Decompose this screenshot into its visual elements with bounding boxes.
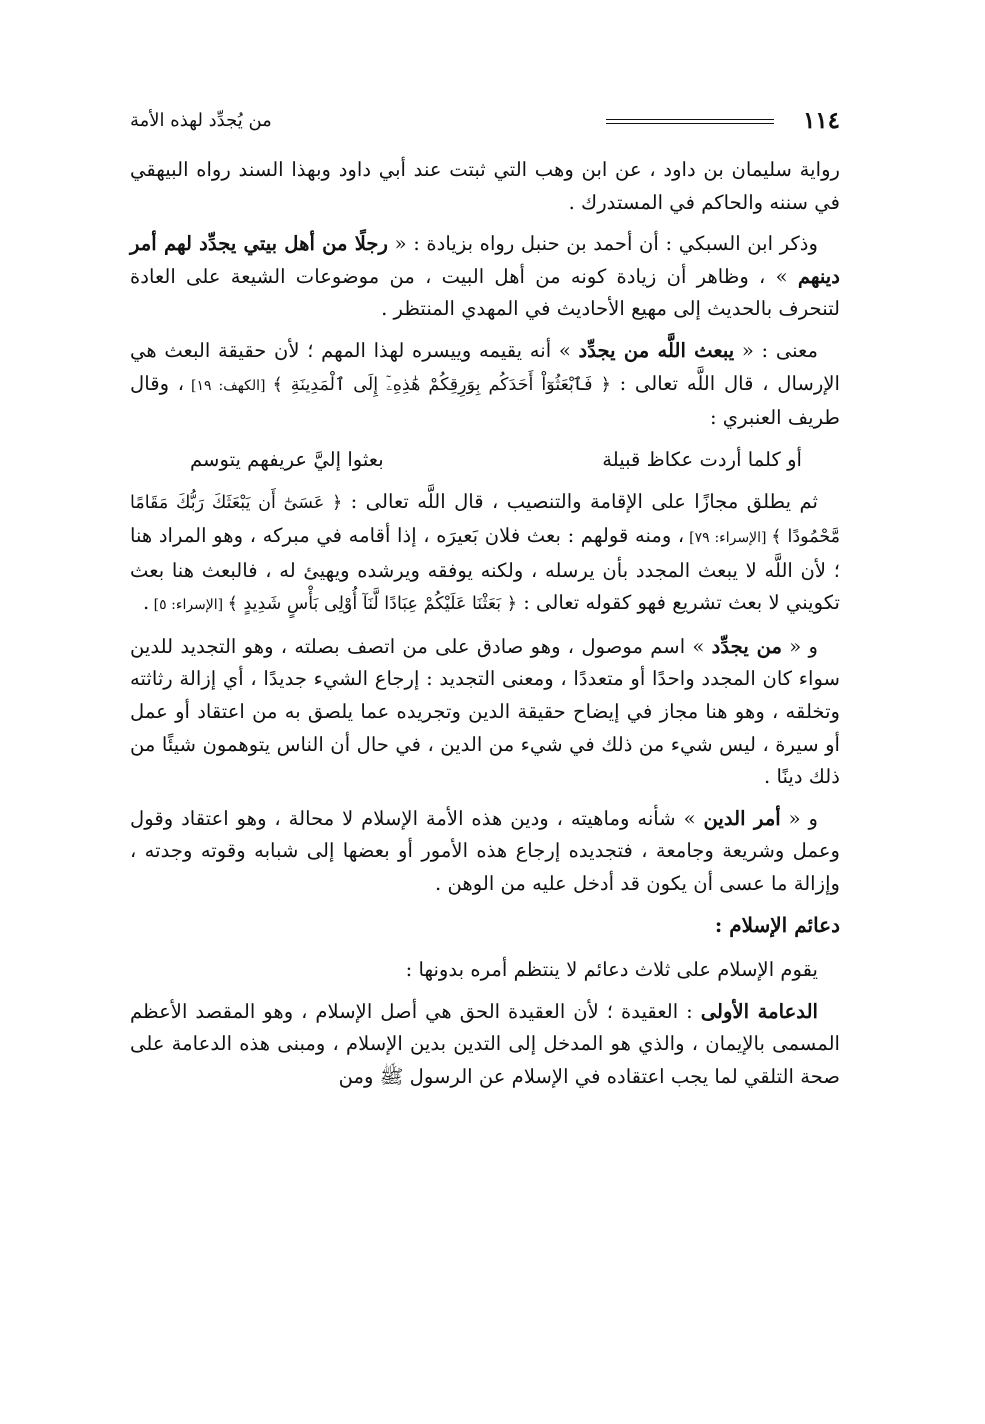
- paragraph-1: [130, 154, 840, 219]
- paragraph-4-text-a: ثم يطلق مجازًا على الإقامة والتنصيب ، قال اللَّه تعالى :: [342, 490, 818, 514]
- paragraph-3-text-c: » أنه يقيمه وييسره لهذا المهم ؛ لأن حقيقة البعث هي الإرسال ، قال اللَّه تعالى :: [130, 338, 841, 395]
- hadith-phrase: يبعث اللَّه من يجدِّد: [578, 338, 735, 362]
- paragraph-4-text-c: .: [143, 591, 150, 615]
- verse-second-hemistich: بعثوا إليَّ عريفهم يتوسم: [190, 447, 384, 471]
- header-double-rule: [606, 119, 774, 124]
- book-page: [130, 92, 840, 1372]
- page-header: [130, 106, 840, 136]
- section-heading: دعائم الإسلام :: [714, 913, 840, 938]
- paragraph-1-text: رواية سليمان بن داود ، عن ابن وهب التي ثبتت عند أبي داود وبهذا السند رواه البيهقي في سننه والحاكم في المستدرك .: [130, 158, 840, 214]
- verse-first-hemistich: أو كلما أردت عكاظ قبيلة: [602, 447, 802, 471]
- paragraph-5-text-a: و «: [782, 634, 818, 658]
- paragraph-2: [130, 228, 840, 326]
- paragraph-2-text-a: وذكر ابن السبكي : أن أحمد بن حنبل رواه بزيادة : «: [388, 232, 818, 256]
- pillar-title: الدعامة الأولى: [700, 999, 818, 1023]
- paragraph-6-text-a: و «: [780, 806, 818, 830]
- quran-verse: ﴿ فَٱبْعَثُوٓاْ أَحَدَكُم بِوَرِقِكُمْ هَٰذِهِۦٓ إِلَى ٱلْمَدِينَةِ ﴾: [272, 374, 611, 395]
- paragraph-4-text-b: ، ومنه قولهم : بعث فلان بَعيرَه ، إذا أقامه في مبركه ، وهو المراد هنا ؛ لأن اللَّه لا يبعث المجدد بأن يرسله ، ولكنه يوفقه ويرشده ويهيئ له ، فالبعث هنا بعث تكويني لا بعث تشريع فهو كقوله تعالى :: [130, 523, 840, 615]
- running-title: من يُجدِّد لهذه الأمة: [130, 110, 272, 131]
- hadith-phrase: من يجدِّد: [711, 634, 783, 658]
- paragraph-3-text-d: ، وقال طريف العنبري :: [130, 371, 840, 430]
- paragraph-6-text-c: » شأنه وماهيته ، ودين هذه الأمة الإسلام لا محالة ، وهو اعتقاد وقول وعمل وشريعة وجامعة ، فتجديده إرجاع هذه الأمور أو بعضها إلى شبابه وقوته وجدته ، وإزالة ما عسى أن يكون قد أدخل عليه من الوهن .: [130, 806, 840, 895]
- paragraph-3: [130, 335, 840, 435]
- paragraph-5: [130, 631, 840, 794]
- hadith-quote: رجلًا من أهل بيتي يجدِّد لهم أمر دينهم: [130, 232, 840, 288]
- page-number: ١١٤: [802, 107, 840, 134]
- hadith-phrase: أمر الدين: [703, 806, 781, 830]
- paragraph-6: [130, 803, 840, 901]
- quran-reference: [الإسراء: ٥]: [149, 597, 228, 614]
- paragraph-7-text: يقوم الإسلام على ثلاث دعائم لا ينتظم أمره بدونها :: [405, 958, 818, 982]
- paragraph-4: [130, 486, 840, 621]
- quran-reference: [الكهف: ١٩]: [184, 377, 273, 394]
- paragraph-8: [130, 996, 840, 1094]
- quran-reference: [الإسراء: ٧٩]: [684, 529, 772, 546]
- paragraph-8-text-b: : العقيدة ؛ لأن العقيدة الحق هي أصل الإسلام ، وهو المقصد الأعظم المسمى بالإيمان ، والذي هو المدخل إلى التدين بدين الإسلام ، ومبنى هذه الدعامة على صحة التلقي لما يجب اعتقاده في الإسلام عن الرسول ﷺ ومن: [130, 999, 840, 1088]
- quran-verse: ﴿ بَعَثْنَا عَلَيْكُمْ عِبَادًا لَّنَآ أُوْلِى بَأْسٍ شَدِيدٍ ﴾: [227, 594, 517, 615]
- paragraph-3-text-a: معنى : «: [734, 338, 819, 362]
- paragraph-7: [130, 954, 840, 987]
- paragraph-5-text-c: » اسم موصول ، وهو صادق على من اتصف بصلته ، وهو التجديد للدين سواء كان المجدد واحدًا أو متعددًا ، ومعنى التجديد : إرجاع الشيء جديدًا ، أي إزالة رثاثته وتخلقه ، وهو هنا مجاز في إيضاح حقيقة الدين وتجريده عما يلصق به من اعتقاد أو عمل أو سيرة ، ليس شيء من ذلك في شيء من الدين ، في حال أن الناس يتوهمون شيئًا من ذلك دينًا .: [130, 634, 840, 789]
- poetry-verse: [130, 444, 840, 477]
- paragraph-2-text-c: » ، وظاهر أن زيادة كونه من أهل البيت ، من موضوعات الشيعة على العادة لتنحرف بالحديث إلى مهيع الأحاديث في المهدي المنتظر .: [130, 264, 840, 321]
- page-body: [130, 154, 840, 1102]
- quran-verse: ﴿ عَسَىٰٓ أَن يَبْعَثَكَ رَبُّكَ مَقَامًا مَّحْمُودًا ﴾: [130, 493, 840, 547]
